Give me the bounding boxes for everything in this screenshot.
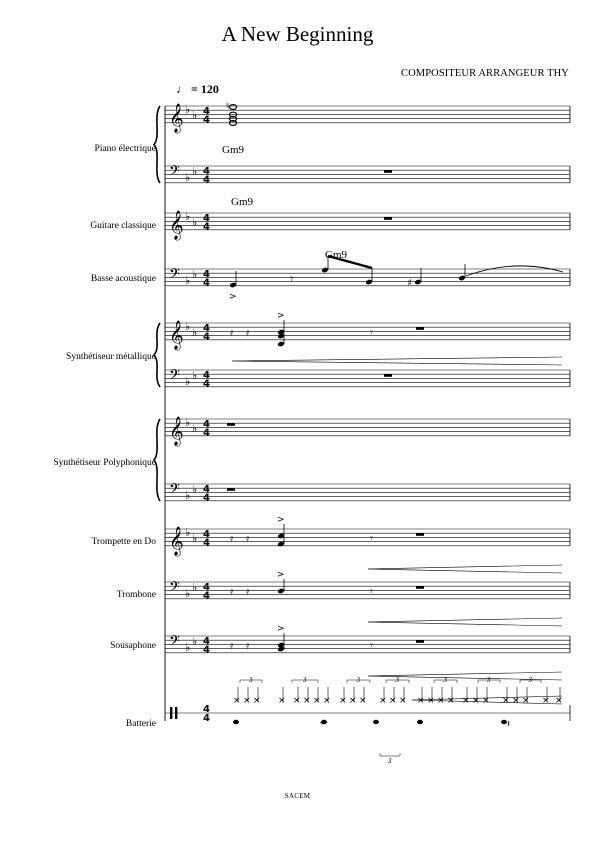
natural-icon: ♮ [226, 101, 230, 112]
eighth-rest-icon: 𝄾 [370, 639, 373, 652]
hihat-cross: × [482, 696, 490, 706]
hairpin-trumpet [368, 565, 562, 569]
sixteenth-rest-icon: 𝄿 [246, 585, 250, 598]
instrument-label-guitar: Guitare classique [90, 221, 156, 231]
hihat-cross: × [417, 696, 425, 706]
sixteenth-rest-icon: 𝄿 [230, 532, 234, 545]
accent-mark: > [229, 292, 237, 302]
flat-icon: ♭ [185, 103, 191, 116]
flat-icon: ♭ [185, 526, 191, 539]
hairpin-metal-synth [232, 361, 562, 365]
time-signature: 4 [203, 427, 210, 439]
flat-icon: ♭ [185, 320, 191, 333]
time-signature: 4 [203, 644, 210, 656]
whole-rest [227, 488, 235, 491]
composer-credit: COMPOSITEUR ARRANGEUR THY [401, 68, 569, 79]
whole-rest [384, 170, 392, 173]
eighth-rest-icon: 𝄾 [370, 585, 373, 598]
time-signature: 4 [203, 277, 210, 289]
hihat-cross: × [303, 696, 311, 706]
kick-note [373, 720, 379, 724]
time-signature: 4 [203, 484, 210, 495]
accent-mark: > [277, 515, 285, 525]
chord-symbol-gm9: Gm9 [231, 196, 253, 208]
eighth-rest-icon: 𝄾 [370, 532, 373, 545]
tuplet-number: 3 [388, 757, 392, 765]
flat-icon: ♭ [185, 274, 191, 287]
chord-symbol-gm9: Gm9 [222, 144, 244, 156]
time-signature: 4 [203, 529, 210, 540]
tuplet-number: 3 [356, 676, 360, 684]
score-title: A New Beginning [221, 22, 374, 46]
time-signature: 4 [203, 174, 210, 186]
staff-lines [165, 106, 570, 721]
instrument-label-trumpet: Trompette en Do [91, 537, 156, 547]
sixteenth-rest-icon: 𝄿 [230, 639, 234, 652]
eighth-rest-icon: 𝄾 [370, 326, 373, 339]
hihat-cross: × [243, 696, 251, 706]
whole-rest [416, 533, 424, 536]
hairpin-trombone [368, 622, 562, 626]
tuplet-number: 3 [443, 676, 447, 684]
time-signature: 4 [203, 378, 210, 390]
sixteenth-rest-icon: 𝄿 [230, 585, 234, 598]
hihat-cross: × [542, 696, 550, 706]
time-signature: 4 [203, 166, 210, 177]
time-signature: 4 [203, 492, 210, 504]
flat-icon: ♭ [192, 422, 198, 435]
time-signature: 4 [203, 269, 210, 280]
treble-clef-icon: 𝄞 [169, 320, 184, 349]
instrument-label-sousaphone: Sousaphone [110, 641, 156, 651]
time-signature: 4 [203, 419, 210, 430]
tuplet-bracket [380, 753, 400, 756]
percussion-clef-icon [170, 707, 172, 719]
sixteenth-rest-icon: 𝄿 [246, 639, 250, 652]
hihat-cross: × [427, 696, 435, 706]
hihat-cross: × [512, 696, 520, 706]
flat-icon: ♭ [185, 171, 191, 184]
flat-icon: ♭ [185, 489, 191, 502]
time-signature: 4 [203, 636, 210, 647]
hihat-cross: × [555, 696, 563, 706]
sixteenth-rest-icon: 𝄿 [230, 326, 234, 339]
quarter-note-icon: ♩ [176, 82, 188, 96]
hihat-cross: × [278, 696, 286, 706]
kick-note [417, 720, 423, 724]
hihat-cross: × [379, 696, 387, 706]
instrument-label-trombone: Trombone [116, 590, 156, 600]
flat-icon: ♭ [185, 375, 191, 388]
instrument-label-bass: Basse acoustique [90, 274, 156, 284]
chord-symbols [222, 144, 348, 261]
sixteenth-rest-icon: 𝄿 [246, 326, 250, 339]
whole-rest [416, 586, 424, 589]
hairpin-metal-synth [232, 357, 562, 361]
time-signature: 4 [203, 582, 210, 593]
whole-note [229, 105, 236, 110]
eighth-rest-icon: 𝄾 [320, 719, 323, 730]
hihat-cross: × [323, 696, 331, 706]
time-signature: 4 [203, 537, 210, 549]
whole-rest [227, 423, 235, 426]
time-signature: 4 [203, 106, 210, 117]
accent-mark: > [277, 570, 285, 580]
instrument-label-drums: Batterie [125, 719, 156, 729]
bass-clef-icon: 𝄢 [169, 579, 180, 599]
quarter-rest-icon: 𝄽 [507, 719, 511, 730]
treble-clef-icon: 𝄞 [169, 103, 184, 132]
hihat-cross: × [389, 696, 397, 706]
hairpin-trombone [368, 618, 562, 622]
footer-sacem: SACEM [284, 792, 311, 800]
hihat-cross: × [399, 696, 407, 706]
time-signature: 4 [203, 331, 210, 343]
time-signature: 4 [203, 713, 210, 724]
accent-mark: > [277, 624, 285, 634]
time-signature: 4 [203, 590, 210, 602]
hihat-cross: × [447, 696, 455, 706]
bass-clef-icon: 𝄢 [169, 266, 180, 286]
whole-rest [416, 640, 424, 643]
flat-icon: ♭ [185, 641, 191, 654]
flat-icon: ♭ [192, 216, 198, 229]
kick-note [233, 720, 239, 724]
whole-rest [384, 374, 392, 377]
chord-symbol-gm9: Gm9 [325, 249, 347, 261]
tuplet-number: 3 [249, 676, 253, 684]
whole-rest [416, 327, 424, 330]
whole-rest [384, 217, 392, 220]
hihat-cross: × [349, 696, 357, 706]
tuplet-number: 3 [528, 676, 532, 684]
tempo-value: = 120 [191, 82, 219, 96]
hihat-cross: × [293, 696, 301, 706]
hihat-cross: × [313, 696, 321, 706]
time-signature: 4 [203, 114, 210, 126]
tie [466, 266, 563, 276]
treble-clef-icon: 𝄞 [169, 210, 184, 239]
treble-clef-icon: 𝄞 [169, 416, 184, 445]
sixteenth-rest-icon: 𝄿 [246, 532, 250, 545]
hihat-cross: × [339, 696, 347, 706]
flat-icon: ♭ [185, 587, 191, 600]
accent-mark: > [277, 311, 285, 321]
percussion-clef-icon [175, 707, 177, 719]
sharp-icon: ♯ [407, 278, 412, 289]
tuplet-number: 3 [487, 676, 491, 684]
time-signature: 4 [203, 221, 210, 233]
flat-icon: ♭ [192, 165, 198, 178]
hihat-cross: × [233, 696, 241, 706]
brace-poly-synth [154, 419, 160, 501]
flat-icon: ♭ [192, 369, 198, 382]
flat-icon: ♭ [192, 532, 198, 545]
hihat-cross: × [522, 696, 530, 706]
flat-icon: ♭ [185, 210, 191, 223]
hihat-cross: × [359, 696, 367, 706]
time-signature: 4 [203, 323, 210, 334]
bass-clef-icon: 𝄢 [169, 367, 180, 387]
hihat-cross: × [462, 696, 470, 706]
eighth-rest-icon: 𝄾 [290, 272, 294, 286]
bass-clef-icon: 𝄢 [169, 481, 180, 501]
treble-clef-icon: 𝄞 [169, 526, 184, 555]
time-signature: 4 [203, 704, 210, 715]
flat-icon: ♭ [192, 268, 198, 281]
flat-icon: ♭ [185, 416, 191, 429]
hihat-cross: × [472, 696, 480, 706]
brace-piano [154, 106, 160, 183]
instrument-label-piano: Piano électrique [94, 144, 156, 154]
flat-icon: ♭ [192, 581, 198, 594]
time-signature: 4 [203, 370, 210, 381]
flat-icon: ♭ [192, 483, 198, 496]
flat-icon: ♭ [192, 635, 198, 648]
tuplet-number: 3 [395, 676, 399, 684]
tuplet-number: 3 [303, 676, 307, 684]
time-signature: 4 [203, 213, 210, 224]
hihat-cross: × [437, 696, 445, 706]
bass-clef-icon: 𝄢 [169, 163, 180, 183]
notation-glyphs [154, 101, 563, 765]
brace-metal-synth [154, 323, 160, 387]
bass-clef-icon: 𝄢 [169, 633, 180, 653]
instrument-label-metal-synth: Synthétiseur métallique [66, 352, 156, 362]
hihat-cross: × [502, 696, 510, 706]
flat-icon: ♭ [192, 326, 198, 339]
flat-icon: ♭ [192, 109, 198, 122]
instrument-label-poly-synth: Synthétiseur Polyphonique [53, 458, 156, 468]
hairpin-trumpet [368, 569, 562, 573]
hihat-cross: × [253, 696, 261, 706]
